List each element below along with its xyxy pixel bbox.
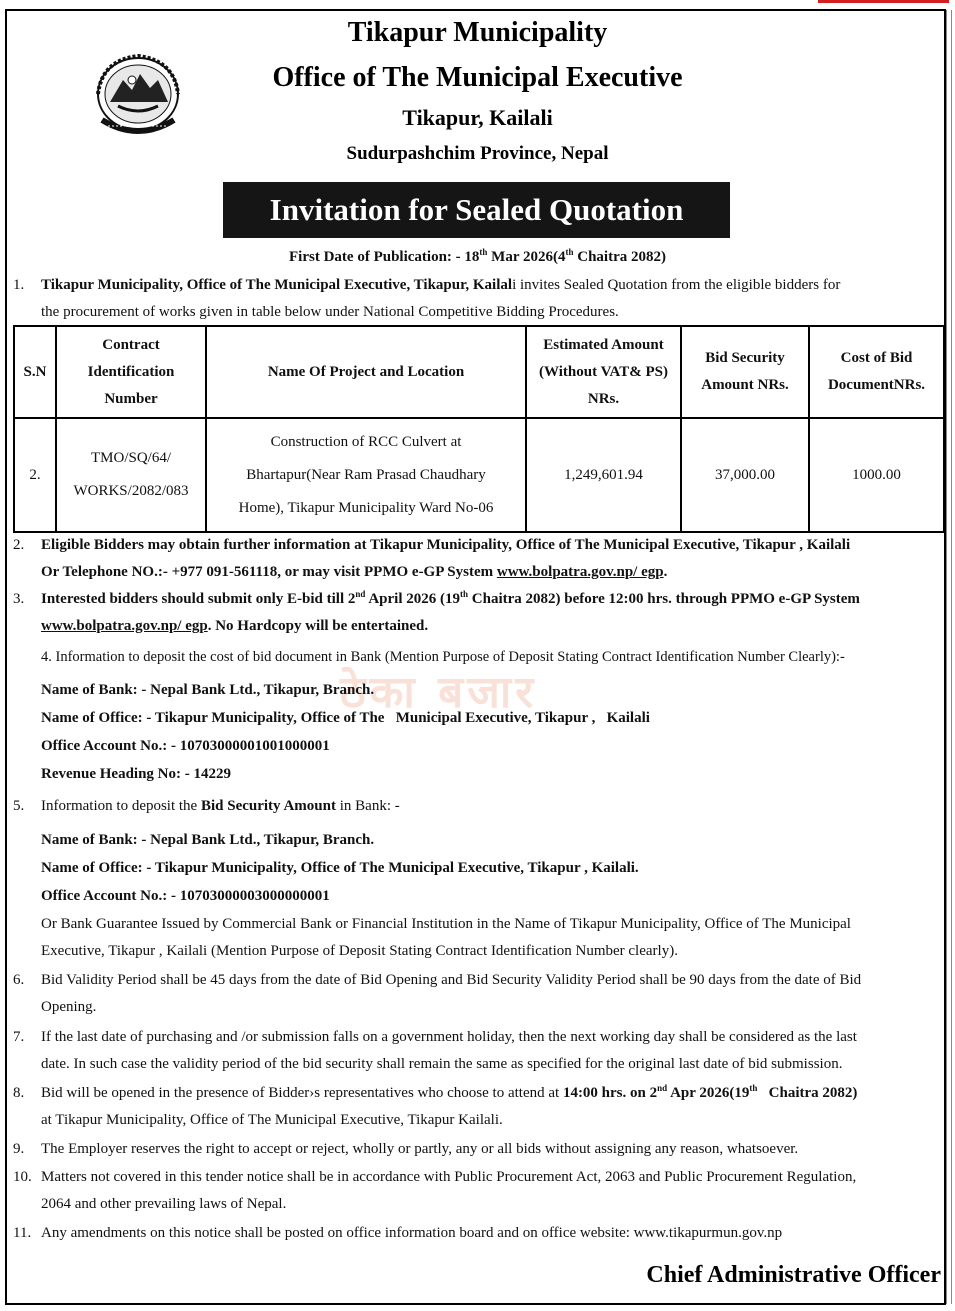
- page-edge: [946, 10, 952, 1304]
- item-number: 10.: [13, 1169, 32, 1185]
- cell-contract-id: TMO/SQ/64/ WORKS/2082/083: [56, 418, 206, 532]
- item-number: 5.: [13, 798, 25, 814]
- item-8-text: Bid will be opened in the presence of Bidder›s representatives who choose to attend at 14:00 hrs. on 2nd Apr 2026(19th Chaitra 2082) at Tikapur Municipality, Office of The Municipal Executive, Tikapur Kailali.: [41, 1083, 858, 1128]
- item-7-text: If the last date of purchasing and /or submission falls on a government holiday, then the next working day shall be considered as the last date. In such case the validity period of the bid security shall remain the same as specified for the original last date of bid submission.: [41, 1029, 857, 1072]
- header-project-name: Name Of Project and Location: [206, 326, 526, 418]
- office-location: Tikapur, Kailali: [402, 105, 553, 130]
- signature-title: Chief Administrative Officer: [646, 1262, 941, 1288]
- top-accent-bar: [818, 0, 949, 3]
- item-number: 8.: [13, 1085, 25, 1101]
- bank-guarantee-text: Or Bank Guarantee Issued by Commercial Bank or Financial Institution in the Name of Tikapur Municipality, Office of The Municipal Executive, Tikapur , Kailali (Mention Purpose of Deposit Stating Contract Identification Number clearly).: [41, 916, 851, 959]
- province-name: Sudurpashchim Province, Nepal: [346, 143, 609, 164]
- watermark: ठेका बजार: [340, 667, 538, 718]
- bolpatra-link[interactable]: www.bolpatra.gov.np/ egp: [41, 618, 208, 634]
- office-name: Name of Office: - Tikapur Municipality, Office of The Municipal Executive, Tikapur , Kailali.: [41, 860, 639, 876]
- cell-cost-of-bid: 1000.00: [809, 418, 944, 532]
- cell-estimated-amount: 1,249,601.94: [526, 418, 681, 532]
- account-number: Office Account No.: - 10703000003000000001: [41, 888, 330, 904]
- cell-bid-security: 37,000.00: [681, 418, 809, 532]
- account-number: Office Account No.: - 10703000001001000001: [41, 738, 330, 754]
- header-cost-of-bid: Cost of Bid DocumentNRs.: [809, 326, 944, 418]
- item-11-text: Any amendments on this notice shall be posted on office information board and on office website: www.tikapurmun.gov.np: [41, 1225, 783, 1241]
- item-10-text: Matters not covered in this tender notice shall be in accordance with Public Procurement Act, 2063 and Public Procurement Regulation, 2064 and other prevailing laws of Nepal.: [41, 1169, 857, 1212]
- municipality-name: Tikapur Municipality: [347, 17, 608, 48]
- notice-title: Invitation for Sealed Quotation: [223, 182, 730, 238]
- item-1-text: Tikapur Municipality, Office of The Municipal Executive, Tikapur, Kailali invites Sealed Quotation from the eligible bidders for the procurement of works given in table below under National Competitive Bidding Procedures.: [41, 277, 841, 320]
- item-6-text: Bid Validity Period shall be 45 days from the date of Bid Opening and Bid Security Validity Period shall be 90 days from the date of Bid Opening.: [41, 972, 862, 1015]
- table-row: [14, 418, 944, 532]
- works-table: [13, 325, 945, 533]
- publication-date: First Date of Publication: - 18th Mar 2026(4th Chaitra 2082): [289, 247, 666, 265]
- item-2-text: Eligible Bidders may obtain further information at Tikapur Municipality, Office of The Municipal Executive, Tikapur , Kailali Or Telephone NO.:- +977 091-561118, or may visit PPMO e-GP System www.bolpatra.gov.np/ egp.: [41, 537, 851, 580]
- header-bid-security: Bid Security Amount NRs.: [681, 326, 809, 418]
- item-number: 11.: [13, 1225, 32, 1241]
- office-name: Office of The Municipal Executive: [272, 62, 683, 93]
- cell-project-name: Construction of RCC Culvert at Bhartapur(Near Ram Prasad Chaudhary Home), Tikapur Municipality Ward No-06: [206, 418, 526, 532]
- header-sn: S.N: [14, 326, 56, 418]
- revenue-heading: Revenue Heading No: - 14229: [41, 766, 231, 782]
- item-number: 7.: [13, 1029, 25, 1045]
- item-number: 3.: [13, 591, 25, 607]
- office-name: Name of Office: - Tikapur Municipality, Office of The Municipal Executive, Tikapur , Kailali: [41, 710, 650, 726]
- table-header-row: [14, 326, 944, 418]
- item-5-text: Information to deposit the Bid Security Amount in Bank: -: [41, 798, 400, 814]
- header-estimated-amount: Estimated Amount (Without VAT& PS) NRs.: [526, 326, 681, 418]
- item-9-text: The Employer reserves the right to accept or reject, wholly or partly, any or all bids without assigning any reason, whatsoever.: [41, 1141, 799, 1157]
- item-number: 9.: [13, 1141, 25, 1157]
- bank-name: Name of Bank: - Nepal Bank Ltd., Tikapur, Branch.: [41, 682, 375, 698]
- cell-sn: 2.: [14, 418, 56, 532]
- item-number: 1.: [13, 277, 25, 293]
- header-contract-id: Contract Identification Number: [56, 326, 206, 418]
- item-4-text: 4. Information to deposit the cost of bid document in Bank (Mention Purpose of Deposit Stating Contract Identification Number Clearly):-: [41, 649, 845, 665]
- nepal-government-emblem-icon: [88, 50, 188, 145]
- item-3-text: Interested bidders should submit only E-bid till 2nd April 2026 (19th Chaitra 2082) before 12:00 hrs. through PPMO e-GP System www.bolpatra.gov.np/ egp. No Hardcopy will be entertained.: [41, 589, 860, 634]
- bank-name: Name of Bank: - Nepal Bank Ltd., Tikapur, Branch.: [41, 832, 375, 848]
- item-number: 2.: [13, 537, 25, 553]
- item-number: 6.: [13, 972, 25, 988]
- bolpatra-link[interactable]: www.bolpatra.gov.np/ egp: [496, 564, 664, 580]
